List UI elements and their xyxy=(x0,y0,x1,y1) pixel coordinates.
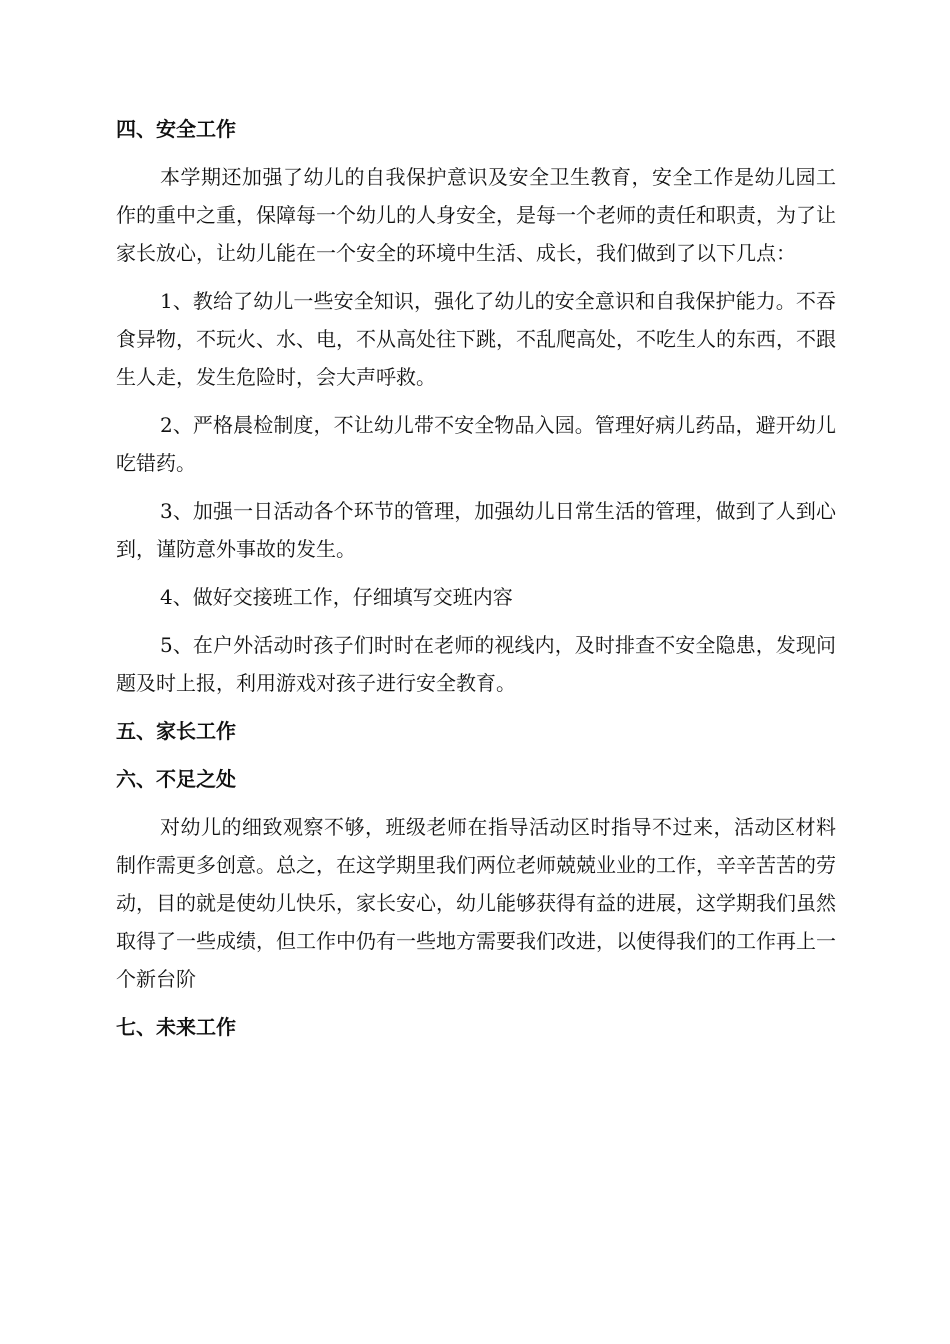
section-heading-parents: 五、家长工作 xyxy=(116,719,236,743)
section-heading-future-work: 七、未来工作 xyxy=(116,1015,236,1039)
safety-intro-paragraph: 本学期还加强了幼儿的自我保护意识及安全卫生教育，安全工作是幼儿园工作的重中之重，保障每一个幼儿的人身安全，是每一个老师的责任和职责，为了让家长放心，让幼儿能在一个安全的环境中生活、成长，我们做到了以下几点： xyxy=(116,165,836,265)
safety-item-3: 3、加强一日活动各个环节的管理，加强幼儿日常生活的管理，做到了人到心到，谨防意外事故的发生。 xyxy=(116,499,836,561)
safety-item-5: 5、在户外活动时孩子们时时在老师的视线内，及时排查不安全隐患，发现问题及时上报，利用游戏对孩子进行安全教育。 xyxy=(116,633,836,695)
safety-item-2: 2、严格晨检制度，不让幼儿带不安全物品入园。管理好病儿药品，避开幼儿吃错药。 xyxy=(116,413,836,475)
section-heading-shortcomings: 六、不足之处 xyxy=(116,767,236,791)
section-heading-safety: 四、安全工作 xyxy=(116,117,236,141)
shortcomings-paragraph: 对幼儿的细致观察不够，班级老师在指导活动区时指导不过来，活动区材料制作需更多创意。总之，在这学期里我们两位老师兢兢业业的工作，辛辛苦苦的劳动，目的就是使幼儿快乐，家长安心，幼儿能够获得有益的进展，这学期我们虽然取得了一些成绩，但工作中仍有一些地方需要我们改进，以使得我们的工作再上一个新台阶 xyxy=(116,815,836,991)
safety-item-1: 1、教给了幼儿一些安全知识，强化了幼儿的安全意识和自我保护能力。不吞食异物，不玩火、水、电，不从高处往下跳，不乱爬高处，不吃生人的东西，不跟生人走，发生危险时，会大声呼救。 xyxy=(116,289,836,389)
safety-item-4: 4、做好交接班工作，仔细填写交班内容 xyxy=(160,585,513,609)
document-page xyxy=(116,110,836,1056)
